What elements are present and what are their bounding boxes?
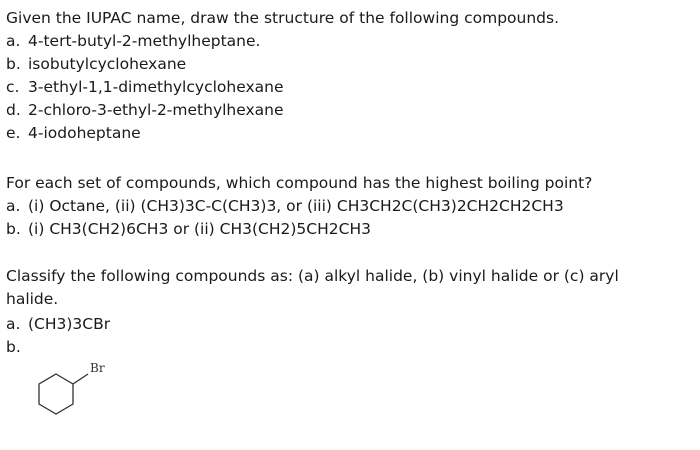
section1-heading: Given the IUPAC name, draw the structure of the following compounds. bbox=[6, 9, 560, 27]
section2-heading: For each set of compounds, which compound has the highest boiling point? bbox=[6, 174, 593, 192]
list-item bbox=[6, 123, 141, 143]
item-marker: b. bbox=[6, 220, 21, 238]
list-item bbox=[6, 314, 110, 334]
bromocyclohexane-structure bbox=[28, 352, 128, 432]
item-text: 3-ethyl-1,1-dimethylcyclohexane bbox=[28, 78, 284, 96]
item-text: 2-chloro-3-ethyl-2-methylhexane bbox=[28, 101, 284, 119]
item-marker: d. bbox=[6, 101, 21, 119]
item-marker: a. bbox=[6, 197, 21, 215]
list-item bbox=[6, 100, 284, 120]
list-item bbox=[6, 54, 186, 74]
section3-heading: Classify the following compounds as: (a) alkyl halide, (b) vinyl halide or (c) aryl bbox=[6, 267, 619, 285]
c-br-bond bbox=[73, 374, 88, 384]
item-marker: b. bbox=[6, 338, 21, 356]
list-item bbox=[6, 77, 284, 97]
bromine-label: Br bbox=[90, 361, 105, 375]
item-marker: c. bbox=[6, 78, 20, 96]
list-item bbox=[6, 219, 371, 239]
item-text: (CH3)3CBr bbox=[28, 315, 111, 333]
cyclohexane-ring bbox=[39, 374, 73, 414]
item-text: 4-iodoheptane bbox=[28, 124, 141, 142]
list-item bbox=[6, 31, 260, 51]
item-marker: b. bbox=[6, 55, 21, 73]
item-text: (i) Octane, (ii) (CH3)3C-C(CH3)3, or (iii) CH3CH2C(CH3)2CH2CH2CH3 bbox=[28, 197, 564, 215]
list-item bbox=[6, 196, 564, 216]
item-text: 4-tert-butyl-2-methylheptane. bbox=[28, 32, 261, 50]
item-text: isobutylcyclohexane bbox=[28, 55, 187, 73]
list-item bbox=[6, 337, 28, 357]
item-text: (i) CH3(CH2)6CH3 or (ii) CH3(CH2)5CH2CH3 bbox=[28, 220, 371, 238]
item-marker: e. bbox=[6, 124, 21, 142]
section3-heading-continued: halide. bbox=[6, 290, 59, 308]
item-marker: a. bbox=[6, 315, 21, 333]
item-marker: a. bbox=[6, 32, 21, 50]
